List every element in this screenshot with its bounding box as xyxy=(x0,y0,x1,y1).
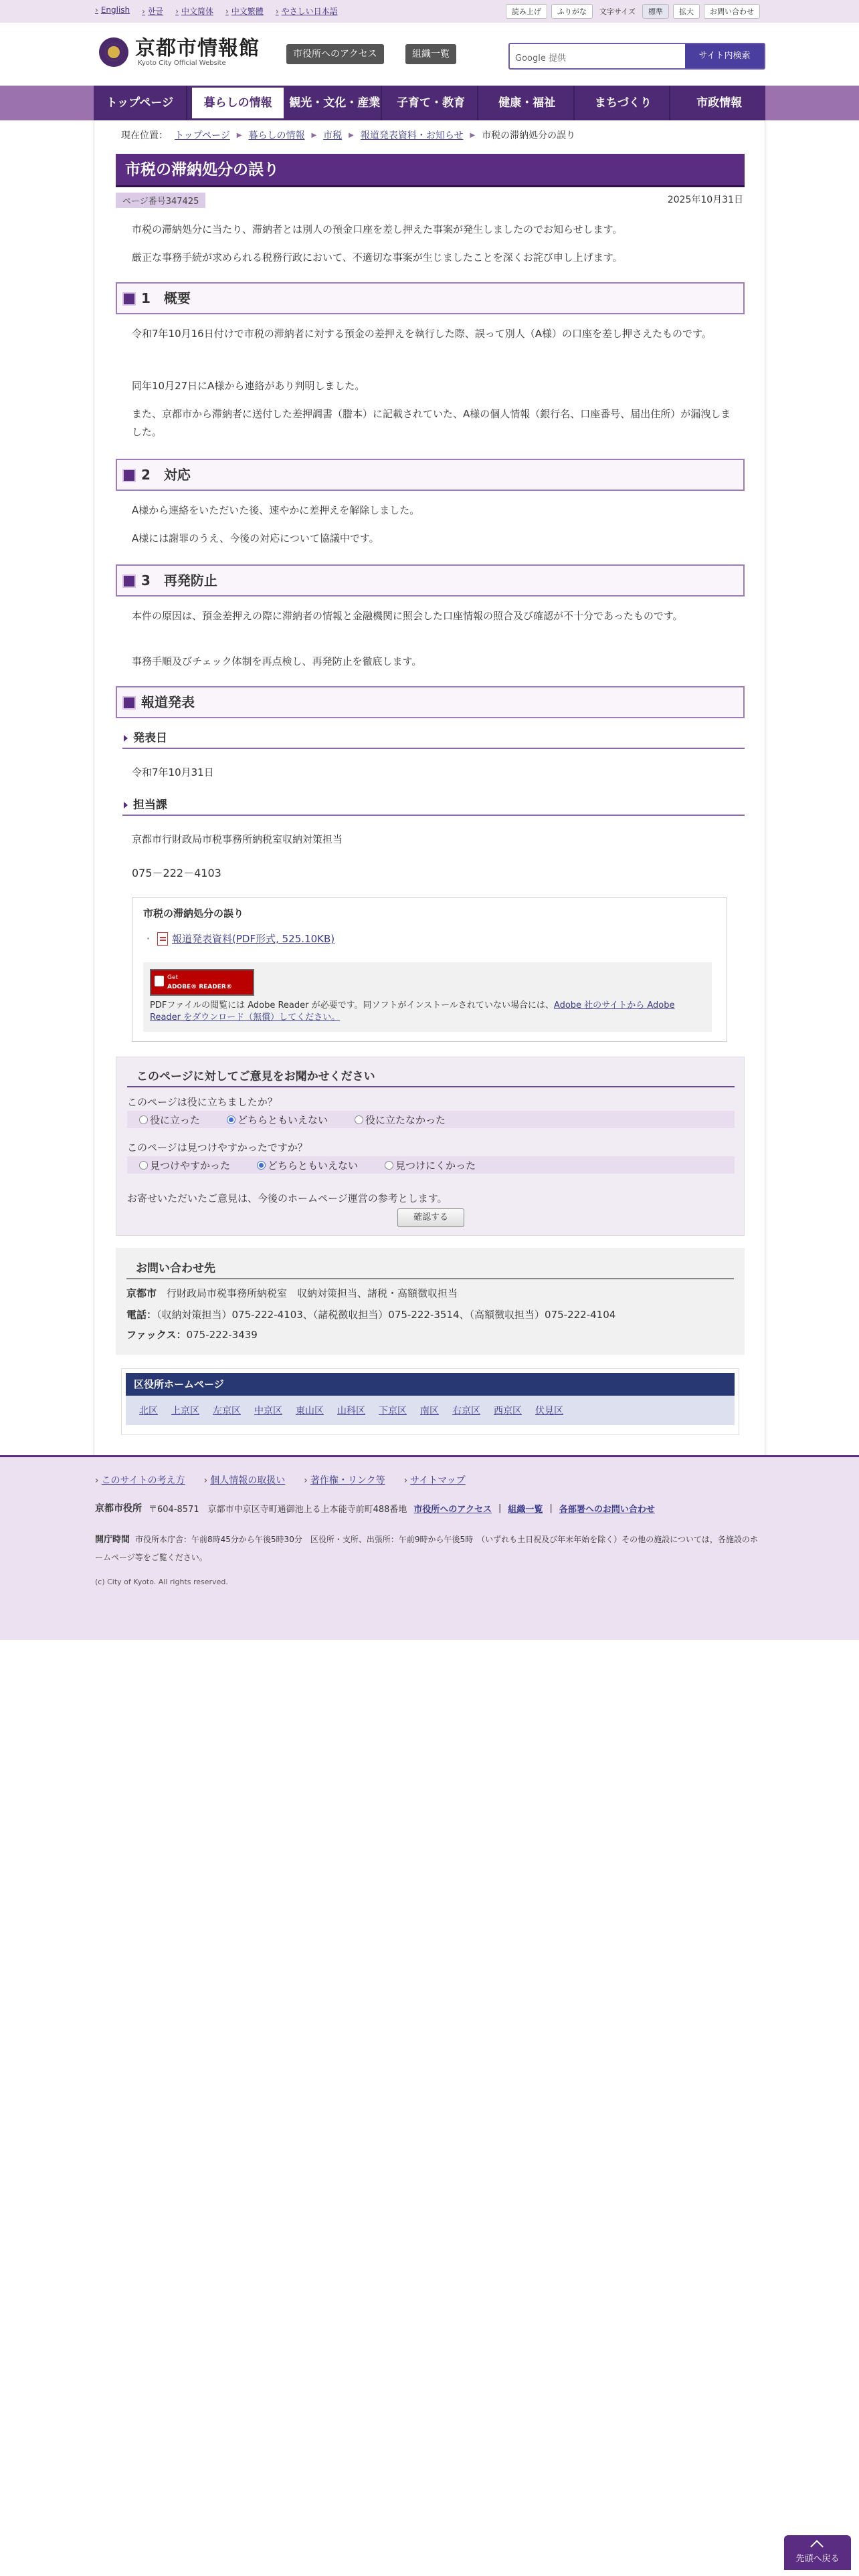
contact-dept: 行財政局市税事務所納税室 収納対策担当、諸税・高額徴収担当 xyxy=(157,1287,458,1299)
ward-link[interactable]: 南区 xyxy=(420,1406,439,1416)
lang-chinese-traditional-link[interactable]: › 中文繁體 xyxy=(225,5,264,17)
footer-inquiry-link[interactable]: 各部署へのお問い合わせ xyxy=(559,1504,655,1515)
site-search xyxy=(508,43,765,70)
breadcrumb xyxy=(121,128,575,142)
pdf-link[interactable]: 報道発表資料(PDF形式, 525.10KB) xyxy=(172,933,335,945)
page-id-badge: ページ番号347425 xyxy=(116,193,205,208)
breadcrumb-current: 市税の滞納処分の誤り xyxy=(482,130,576,141)
utility-tools xyxy=(506,4,760,19)
font-large-button[interactable]: 拡大 xyxy=(673,4,700,19)
footer-access-link[interactable]: 市役所へのアクセス xyxy=(413,1504,492,1515)
ward-link[interactable]: 北区 xyxy=(139,1406,158,1416)
contact-button[interactable]: お問い合わせ xyxy=(704,4,760,19)
reader-text: PDFファイルの閲覧には Adobe Reader が必要です。同ソフトがインストールされていない場合には、 xyxy=(150,1000,554,1010)
breadcrumb-item[interactable]: 暮らしの情報 xyxy=(248,130,305,141)
survey-note: お寄せいただいたご意見は、今後のホームページ運営の参考とします。 xyxy=(127,1192,448,1204)
subheading-date: 発表日 xyxy=(122,729,745,749)
adobe-reader-notice xyxy=(143,962,712,1032)
survey-options-2 xyxy=(127,1156,735,1174)
contact-fax-label: ファックス： xyxy=(126,1329,187,1341)
lang-chinese-simplified-link[interactable]: › 中文简体 xyxy=(175,5,213,17)
breadcrumb-arrow-icon: ▶ xyxy=(349,131,354,139)
org-list-button[interactable]: 組織一覧 xyxy=(405,44,456,64)
nav-health[interactable]: 健康・福祉 xyxy=(481,86,575,120)
adobe-reader-logo[interactable]: Get ADOBE® READER® xyxy=(150,969,254,996)
footer-link[interactable]: › このサイトの考え方 xyxy=(95,1473,185,1487)
ward-link[interactable]: 左京区 xyxy=(213,1406,241,1416)
survey-question-2: このページは見つけやすかったですか？ xyxy=(127,1142,308,1154)
breadcrumb-arrow-icon: ▶ xyxy=(311,131,317,139)
section-text: 本件の原因は、預金差押えの際に滞納者の情報と金融機関に照会した口座情報の照合及び確認が不十分であったものです。 xyxy=(132,610,683,622)
site-footer xyxy=(0,1455,859,1640)
nav-tourism[interactable]: 観光・文化・産業 xyxy=(288,86,382,120)
section-heading-prevention: 3 再発防止 xyxy=(116,564,745,597)
search-input[interactable]: Google 提供 xyxy=(515,53,566,64)
intro-text: 市税の滞納処分に当たり、滞納者とは別人の預金口座を差し押えた事案が発生しましたのでお知らせします。 xyxy=(132,223,623,235)
footer-links xyxy=(95,1473,466,1487)
attachment-title: 市税の滞納処分の誤り xyxy=(143,907,244,920)
subheading-dept: 担当課 xyxy=(122,796,745,816)
section-text: 令和7年10月16日付けで市税の滞納者に対する預金の差押えを執行した際、誤って別人（A様）の口座を差し押さえたものです。 xyxy=(132,328,712,340)
global-nav xyxy=(0,86,859,120)
dept-name: 京都市行財政局市税事務所納税室収納対策担当 xyxy=(132,833,343,845)
radio-option[interactable]: どちらともいえない xyxy=(257,1158,358,1172)
footer-link[interactable]: › サイトマップ xyxy=(404,1473,466,1487)
ward-link[interactable]: 東山区 xyxy=(296,1406,324,1416)
nav-town[interactable]: まちづくり xyxy=(577,86,671,120)
ward-title: 区役所ホームページ xyxy=(126,1373,735,1396)
pdf-icon xyxy=(157,932,168,946)
main-content xyxy=(94,120,765,1457)
contact-city: 京都市 xyxy=(126,1287,157,1299)
access-button[interactable]: 市役所へのアクセス xyxy=(286,44,384,64)
footer-city: 京都市役所 xyxy=(95,1503,142,1514)
nav-childcare[interactable]: 子育て・教育 xyxy=(385,86,478,120)
page-title: 市税の滞納処分の誤り xyxy=(116,154,745,187)
section-heading-overview: 1 概要 xyxy=(116,282,745,314)
site-name: 京都市情報館 xyxy=(135,36,260,60)
section-text: また、京都市から滞納者に送付した差押調書（謄本）に記載されていた、A様の個人情報（銀行名、口座番号、届出住所）が漏洩しました。 xyxy=(132,408,731,438)
section-text: 同年10月27日にA様から連絡があり判明しました。 xyxy=(132,380,365,392)
font-standard-button[interactable]: 標準 xyxy=(642,4,669,19)
breadcrumb-arrow-icon: ▶ xyxy=(470,131,476,139)
back-to-top-button[interactable] xyxy=(784,2535,851,2570)
breadcrumb-label: 現在位置： xyxy=(121,130,168,141)
top-utility-bar xyxy=(0,0,859,23)
feedback-survey xyxy=(116,1057,745,1236)
section-text: 事務手順及びチェック体制を再点検し、再発防止を徹底します。 xyxy=(132,655,422,667)
ward-office-links xyxy=(121,1368,739,1435)
ward-link[interactable]: 山科区 xyxy=(337,1406,365,1416)
ward-link[interactable]: 伏見区 xyxy=(535,1406,563,1416)
section-heading-response: 2 対応 xyxy=(116,459,745,491)
contact-tel-label: 電話： xyxy=(126,1309,157,1321)
section-text: A様には謝罪のうえ、今後の対応について協議中です。 xyxy=(132,532,379,544)
footer-address-text: 〒604-8571 京都市中京区寺町通御池上る上本能寺前町488番地 xyxy=(149,1504,407,1515)
nav-living[interactable]: 暮らしの情報 xyxy=(190,86,286,120)
nav-administration[interactable]: 市政情報 xyxy=(696,96,743,110)
language-links xyxy=(95,5,338,17)
footer-link[interactable]: › 個人情報の取扱い xyxy=(204,1473,286,1487)
footer-hours-label: 開庁時間 xyxy=(95,1535,130,1545)
footer-copyright: (c) City of Kyoto. All rights reserved. xyxy=(95,1578,228,1586)
section-text: A様から連絡をいただいた後、速やかに差押えを解除しました。 xyxy=(132,504,420,516)
lang-english-link[interactable]: › English xyxy=(95,5,130,17)
lang-korean-link[interactable]: › 한글 xyxy=(142,5,163,17)
breadcrumb-arrow-icon: ▶ xyxy=(236,131,242,139)
contact-title: お問い合わせ先 xyxy=(126,1259,734,1279)
footer-org-link[interactable]: 組織一覧 xyxy=(508,1504,543,1515)
breadcrumb-item[interactable]: 市税 xyxy=(323,130,343,141)
radio-option[interactable]: 役に立った xyxy=(139,1113,200,1127)
radio-option[interactable]: 役に立たなかった xyxy=(355,1113,446,1127)
contact-box xyxy=(116,1248,745,1355)
footer-hours-text: 市役所本庁舎：午前8時45分から午後5時30分 区役所・支所、出張所：午前9時から午後5時 （いずれも土日祝及び年末年始を除く）その他の施設については，各施設のホームページ等をご覧ください。 xyxy=(95,1535,758,1562)
attachment-box: 市税の滞納処分の誤り ・ 報道発表資料(PDF形式, 525.10KB) Get ADOBE® READER® PDFファイルの閲覧には Adobe Reader が必要です。同ソフトがインストールされていない場合には、Adobe 社のサイトから Adobe Reader をダウンロード（無償）してください。 xyxy=(132,897,727,1042)
ward-link[interactable]: 中京区 xyxy=(254,1406,282,1416)
furigana-button[interactable]: ふりがな xyxy=(551,4,593,19)
breadcrumb-item[interactable]: 報道発表資料・お知らせ xyxy=(360,130,464,141)
footer-address: 京都市役所 〒604-8571 京都市中京区寺町通御池上る上本能寺前町488番地 市役所へのアクセス | 組織一覧 | 各部署へのお問い合わせ xyxy=(95,1501,655,1515)
site-name-en: Kyoto City Official Website xyxy=(138,59,226,67)
font-size-label: 文字サイズ xyxy=(599,7,636,16)
contact-tel: （収納対策担当）075-222-4103、（諸税徴収担当）075-222-3514、（高額徴収担当）075-222-4104 xyxy=(157,1309,616,1321)
footer-link[interactable]: › 著作権・リンク等 xyxy=(304,1473,385,1487)
intro-text: 厳正な事務手続が求められる税務行政において、不適切な事案が生じましたことを深くお詫び申し上げます。 xyxy=(132,251,623,263)
site-logo[interactable] xyxy=(99,37,260,67)
adobe-download-link[interactable]: Adobe 社のサイトから Adobe Reader をダウンロード（無償）してください。 xyxy=(150,1000,675,1023)
ward-link[interactable]: 西京区 xyxy=(494,1406,522,1416)
search-button[interactable]: サイト内検索 xyxy=(685,44,764,68)
read-aloud-button[interactable]: 読み上げ xyxy=(506,4,547,19)
nav-top[interactable]: トップページ xyxy=(94,86,187,120)
back-to-top-label: 先頭へ戻る xyxy=(795,2554,840,2564)
radio-option[interactable]: 見つけにくかった xyxy=(385,1158,476,1172)
ward-link[interactable]: 上京区 xyxy=(171,1406,199,1416)
radio-option[interactable]: 見つけやすかった xyxy=(139,1158,230,1172)
page-date: 2025年10月31日 xyxy=(667,195,743,205)
confirm-button[interactable]: 確認する xyxy=(397,1208,464,1227)
section-heading-press: 報道発表 xyxy=(116,686,745,718)
ward-link[interactable]: 右京区 xyxy=(452,1406,480,1416)
city-emblem-icon xyxy=(99,37,128,67)
ward-link[interactable]: 下京区 xyxy=(379,1406,407,1416)
radio-option[interactable]: どちらともいえない xyxy=(227,1113,328,1127)
press-date: 令和7年10月31日 xyxy=(132,766,214,778)
site-header xyxy=(0,23,859,86)
lang-easy-japanese-link[interactable]: › やさしい日本語 xyxy=(276,5,338,17)
breadcrumb-item[interactable]: トップページ xyxy=(175,130,230,141)
survey-options-1 xyxy=(127,1111,735,1128)
contact-fax: 075-222-3439 xyxy=(186,1329,258,1341)
survey-question-1: このページは役に立ちましたか？ xyxy=(127,1096,278,1108)
footer-hours xyxy=(95,1531,764,1566)
survey-title: このページに対してご意見をお聞かせください xyxy=(127,1067,735,1087)
dept-tel: 075－222－4103 xyxy=(132,867,221,879)
